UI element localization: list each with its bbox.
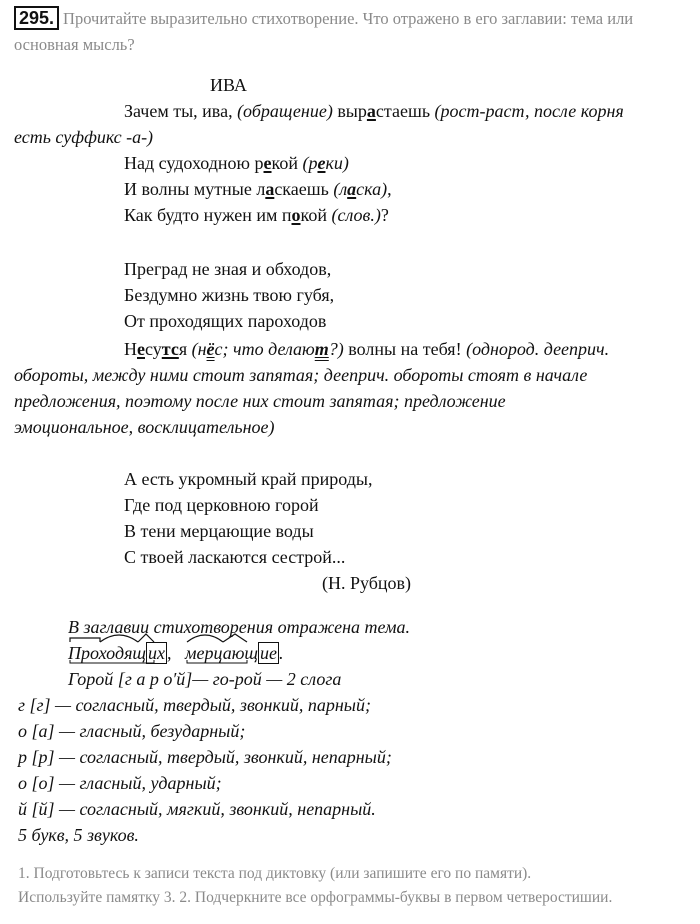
answer-conclusion: В заглавии стихотворения отражена тема.	[68, 617, 411, 637]
annotation-continuation: предложения, поэтому после них стоит запятая; предложение	[14, 391, 506, 411]
punctuation: ,	[167, 643, 172, 663]
poem-text: стаешь	[375, 101, 435, 121]
poem-line-3	[124, 176, 392, 202]
annotation: (л	[333, 179, 348, 199]
poem-line-12: С твоей ласкаются сестрой...	[124, 547, 346, 567]
poem-text: скаешь	[274, 179, 334, 199]
annotation-continuation: эмоциональное, восклицательное)	[14, 417, 275, 437]
orthogram-letter: а	[366, 101, 376, 121]
poem-text: выр	[332, 101, 367, 121]
word-mertsayushchie	[185, 640, 283, 666]
poem-text: я	[178, 339, 192, 359]
phonetic-line: й [й] — согласный, мягкий, звонкий, непарный.	[18, 799, 376, 819]
annotation: ки)	[325, 153, 349, 173]
annotation-continuation: обороты, между ними стоит запятая; дееприч. обороты стоят в начале	[14, 365, 588, 385]
footer-line-1: 1. Подготовьтесь к записи текста под диктовку (или запишите его по памяти).	[18, 865, 532, 882]
orthogram-letter: а	[347, 179, 357, 199]
poem-line-5: Преград не зная и обходов,	[124, 259, 332, 279]
poem-line-11: В тени мерцающие воды	[124, 521, 314, 541]
orthogram-letter: ё	[206, 339, 215, 359]
phonetic-line: о [о] — гласный, ударный;	[18, 773, 222, 793]
morpheme-analysis	[68, 640, 284, 666]
punctuation: .	[279, 643, 284, 663]
root: ход	[98, 643, 125, 663]
root: мерц	[185, 643, 223, 663]
poem-text: волны на тебя!	[343, 339, 467, 359]
letter-sound-count: 5 букв, 5 звуков.	[18, 825, 139, 845]
annotation: ска)	[356, 179, 388, 199]
phonetic-line: г [г] — согласный, твердый, звонкий, парный;	[18, 695, 371, 715]
poem-text: Над судоходною р	[124, 153, 264, 173]
punctuation: ?	[380, 205, 389, 225]
ending: их	[148, 643, 166, 663]
poem-line-1	[124, 98, 624, 124]
suffix-mark	[223, 634, 247, 642]
orthogram-letter: а	[265, 179, 275, 199]
phonetic-heading: Горой [г а р о′й]— го-рой — 2 слога	[68, 669, 342, 689]
orthogram-letter: е	[263, 153, 272, 173]
poem-line-6: Бездумно жизнь твою губя,	[124, 285, 335, 305]
stem-underline	[187, 660, 247, 663]
morpheme-marks	[185, 630, 285, 666]
task-statement	[14, 6, 684, 58]
orthogram-letter: е	[137, 339, 145, 359]
poem-text: су	[145, 339, 162, 359]
poem-line-8	[124, 336, 609, 362]
annotation: ?)	[328, 339, 344, 359]
orthogram-letter: тс	[161, 339, 179, 359]
poem-text: Зачем ты, ива,	[124, 101, 238, 121]
poem-line-7: От проходящих пароходов	[124, 311, 327, 331]
poem-author: (Н. Рубцов)	[322, 573, 412, 593]
suffix: ящ	[124, 643, 147, 663]
poem-title: ИВА	[210, 75, 247, 95]
annotation: (н	[191, 339, 207, 359]
poem-text: Как будто нужен им п	[124, 205, 292, 225]
annotation: (однород. дееприч.	[466, 339, 610, 359]
poem-line-4	[124, 202, 389, 228]
phonetic-line: р [р] — согласный, твердый, звонкий, непарный;	[18, 747, 392, 767]
annotation: с; что делаю	[214, 339, 315, 359]
annotation-continuation: есть суффикс -а-)	[14, 127, 154, 147]
ending: ие	[260, 643, 278, 663]
exercise-number: 295.	[14, 6, 59, 30]
poem-text: кой	[271, 153, 303, 173]
annotation: (обращение)	[237, 101, 333, 121]
poem-text: И волны мутные л	[124, 179, 266, 199]
suffix: ающ	[222, 643, 259, 663]
word-prohodyashchih	[68, 640, 172, 666]
annotation: (слов.)	[331, 205, 381, 225]
poem-text: Н	[124, 339, 137, 359]
poem-line-10: Где под церковною горой	[124, 495, 319, 515]
annotation: (рост-раст, после корня	[434, 101, 624, 121]
prefix: Про	[68, 643, 99, 663]
annotation: (р	[302, 153, 318, 173]
task-text: Прочитайте выразительно стихотворение. Что отражено в его заглавии: тема или основная мысль?	[14, 9, 634, 54]
root-arc	[100, 635, 138, 642]
stem-underline	[70, 660, 154, 663]
poem-line-9: А есть укромный край природы,	[124, 469, 373, 489]
footer-line-2: Используйте памятку 3. 2. Подчеркните все орфограммы-буквы в первом четверостишии.	[18, 889, 613, 906]
orthogram-letter: т	[314, 339, 329, 359]
phonetic-line: о [а] — гласный, безударный;	[18, 721, 246, 741]
prefix-mark	[70, 638, 100, 642]
poem-text: кой	[300, 205, 332, 225]
morpheme-marks	[68, 630, 180, 666]
root-arc	[187, 635, 223, 642]
orthogram-letter: е	[317, 153, 326, 173]
poem-line-2	[124, 150, 349, 176]
orthogram-letter: о	[291, 205, 301, 225]
punctuation: ,	[387, 179, 392, 199]
suffix-mark	[138, 634, 154, 642]
